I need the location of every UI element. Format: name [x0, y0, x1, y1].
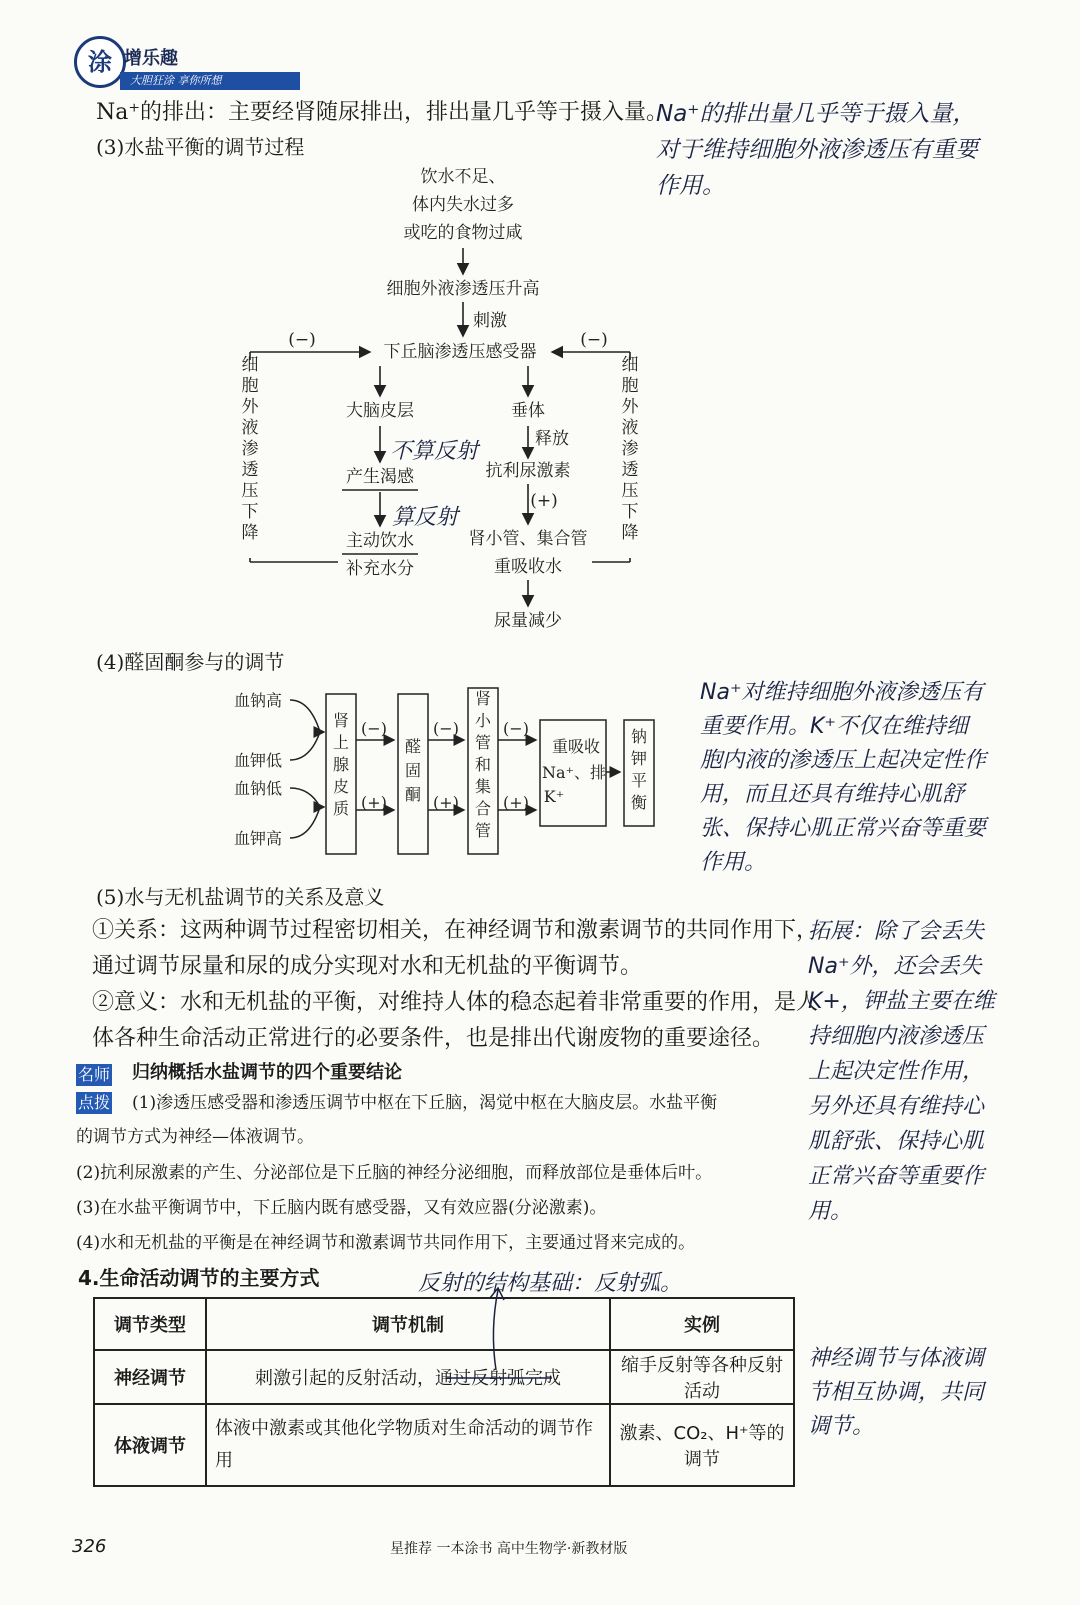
flow-release: 释放	[535, 429, 569, 449]
tip-conclusion-1b: 的调节方式为神经—体液调节。	[76, 1127, 314, 1147]
brand-logo-icon: 涂	[74, 36, 126, 88]
ald-neg-3: (−)	[503, 719, 529, 738]
table-cell: 神经调节	[94, 1350, 206, 1404]
flow-urine: 尿量减少	[494, 611, 562, 631]
brand-slogan: 大胆狂涂 享你所想	[120, 72, 300, 90]
section-3-title: (3)水盐平衡的调节过程	[96, 135, 305, 159]
na-excretion-line: Na⁺的排出：主要经肾随尿排出，排出量几乎等于摄入量。	[96, 100, 668, 125]
footer-book-title: 星推荐 一本涂书 高中生物学·新教材版	[390, 1541, 628, 1557]
tip-conclusion-2: (2)抗利尿激素的产生、分泌部位是下丘脑的神经分泌细胞，而释放部位是垂体后叶。	[76, 1163, 713, 1183]
tip-tag-top	[76, 1064, 114, 1086]
table-header: 调节类型	[94, 1298, 206, 1350]
brand-name: 增乐趣	[124, 48, 178, 69]
ald-aldosterone: 醛固酮	[404, 737, 422, 804]
tip-conclusion-4: (4)水和无机盐的平衡是在神经调节和激素调节共同作用下，主要通过肾来完成的。	[76, 1233, 696, 1253]
ald-reabsorb-3: K⁺	[543, 787, 565, 806]
tip-conclusion-3: (3)在水盐平衡调节中，下丘脑内既有感受器，又有效应器(分泌激素)。	[76, 1198, 607, 1218]
hand-not-reflex: 不算反射	[390, 439, 479, 464]
flow-neg-left: (−)	[288, 330, 316, 350]
section-5-title: (5)水与无机盐调节的关系及意义	[96, 885, 385, 909]
flow-side-right: 细胞外液渗透压下降	[621, 355, 639, 543]
handnote-reflex-arc: 反射的结构基础：反射弧。	[418, 1271, 683, 1296]
ald-neg-2: (−)	[433, 719, 459, 738]
flow-adh: 抗利尿激素	[485, 461, 571, 481]
meaning-line-1: ②意义：水和无机盐的平衡，对维持人体的稳态起着非常重要的作用，是人	[92, 990, 819, 1015]
section-main-title: 4.生命活动调节的主要方式	[78, 1266, 320, 1290]
flow-drink-2: 补充水分	[346, 559, 414, 579]
table-cell: 刺激引起的反射活动，通过反射弧完成	[206, 1350, 610, 1404]
handnote-arrow-icon	[440, 1280, 560, 1390]
water-salt-flow-diagram	[220, 160, 660, 650]
flow-top-2: 体内失水过多	[412, 195, 514, 215]
flow-drink-1: 主动饮水	[346, 531, 414, 551]
tip-conclusion-1a: (1)渗透压感受器和渗透压调节中枢在下丘脑，渴觉中枢在大脑皮层。水盐平衡	[132, 1093, 718, 1113]
flow-thirst: 产生渴感	[346, 467, 414, 487]
flow-top-3: 或吃的食物过咸	[403, 223, 523, 243]
tip-tag-2: 点拨	[78, 1093, 111, 1112]
ald-na-high: 血钠高	[233, 691, 283, 710]
ald-k-low: 血钾低	[233, 751, 283, 770]
page-number: 326	[72, 1536, 107, 1557]
meaning-line-2: 体各种生命活动正常进行的必要条件，也是排出代谢废物的重要途径。	[92, 1026, 775, 1051]
table-header: 实例	[610, 1298, 794, 1350]
flow-cortex: 大脑皮层	[346, 401, 414, 421]
handnote-na-k-roles: Na⁺对维持细胞外液渗透压有重要作用。K⁺不仅在维持细胞内液的渗透压上起决定性作用，而且还具有维持心肌舒张、保持心肌正常兴奋等重要作用。	[700, 680, 987, 875]
table-cell: 体液调节	[94, 1404, 206, 1486]
ald-pos-3: (+)	[503, 793, 529, 812]
flow-ecf-up: 细胞外液渗透压升高	[386, 279, 540, 299]
flow-reabsorb: 重吸收水	[494, 557, 562, 577]
ald-na-low: 血钠低	[233, 779, 283, 798]
flow-neg-right: (−)	[580, 330, 608, 350]
relation-line-2: 通过调节尿量和尿的成分实现对水和无机盐的平衡调节。	[92, 954, 643, 979]
ald-reabsorb-1: 重吸收	[551, 737, 601, 756]
tip-tag-1: 名师	[78, 1065, 111, 1084]
tip-title: 归纳概括水盐调节的四个重要结论	[132, 1062, 402, 1083]
handnote-na-excretion: Na⁺的排出量几乎等于摄入量，对于维持细胞外液渗透压有重要作用。	[656, 101, 978, 199]
ald-adrenal: 肾上腺皮质	[332, 711, 350, 818]
flow-side-left: 细胞外液渗透压下降	[241, 355, 259, 543]
table-header: 调节机制	[206, 1298, 610, 1350]
ald-reabsorb-2: Na⁺、排	[542, 763, 606, 782]
flow-plus: (+)	[530, 491, 558, 511]
ald-balance: 钠钾平衡	[630, 727, 648, 812]
flow-receptor: 下丘脑渗透压感受器	[383, 342, 537, 362]
ald-pos-2: (+)	[433, 793, 459, 812]
tip-tag-bottom	[76, 1092, 114, 1114]
hand-is-reflex: 算反射	[392, 505, 459, 530]
aldosterone-diagram	[220, 682, 680, 862]
relation-line-1: ①关系：这两种调节过程密切相关，在神经调节和激素调节的共同作用下，	[92, 918, 819, 943]
handnote-extension: 拓展：除了会丢失Na⁺外，还会丢失K+，钾盐主要在维持细胞内液渗透压上起决定性作用，另外还具有维持心肌舒张、保持心肌正常兴奋等重要作用。	[808, 919, 995, 1224]
table-cell: 体液中激素或其他化学物质对生命活动的调节作用	[206, 1404, 610, 1486]
section-4-title: (4)醛固酮参与的调节	[96, 650, 285, 674]
ald-neg-1: (−)	[361, 719, 387, 738]
ald-k-high: 血钾高	[233, 829, 283, 848]
flow-kidney: 肾小管、集合管	[468, 529, 588, 549]
flow-pituitary: 垂体	[511, 401, 545, 421]
flow-stim: 刺激	[473, 311, 507, 331]
table-cell: 激素、CO₂、H⁺等的调节	[610, 1404, 794, 1486]
ald-tubule: 肾小管和集合管	[474, 689, 492, 840]
flow-top-1: 饮水不足、	[420, 167, 506, 187]
table-row	[94, 1404, 794, 1486]
ald-pos-1: (+)	[361, 793, 387, 812]
table-cell: 缩手反射等各种反射活动	[610, 1350, 794, 1404]
handnote-coordination: 神经调节与体液调节相互协调，共同调节。	[808, 1346, 985, 1439]
